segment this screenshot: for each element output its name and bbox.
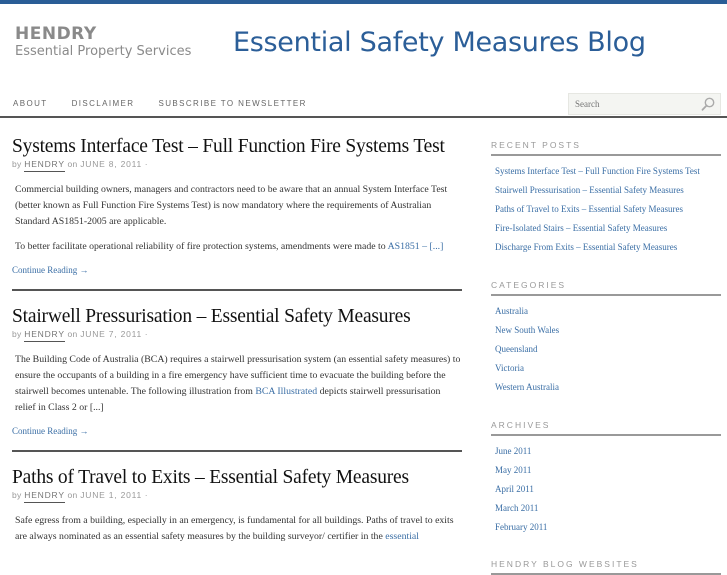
- widget-archives: [491, 420, 721, 537]
- post-excerpt: [12, 352, 462, 416]
- post-paragraph: [15, 352, 462, 416]
- post-paragraph: [15, 513, 462, 545]
- category-link[interactable]: Victoria: [495, 363, 524, 373]
- nav-item-disclaimer[interactable]: DISCLAIMER: [71, 99, 135, 108]
- post-item: [12, 136, 462, 291]
- nav-item-subscribe-newsletter[interactable]: SUBSCRIBE TO NEWSLETTER: [158, 99, 307, 108]
- category-link[interactable]: Australia: [495, 306, 528, 316]
- sidebar: [491, 140, 721, 575]
- top-accent-bar: [0, 0, 727, 4]
- widget-title: ARCHIVES: [491, 420, 721, 436]
- archive-link[interactable]: May 2011: [495, 465, 532, 475]
- logo-brand-name: HENDRY: [15, 24, 97, 44]
- post-date: JUNE 8, 2011: [80, 159, 143, 169]
- post-title[interactable]: [12, 136, 462, 158]
- widget-categories: [491, 280, 721, 397]
- nav-item-about[interactable]: ABOUT: [13, 99, 48, 108]
- meta-on: on: [67, 329, 78, 339]
- meta-separator: ·: [144, 329, 148, 339]
- widget-title: CATEGORIES: [491, 280, 721, 296]
- post-paragraph: Commercial building owners, managers and contractors need to be aware that an annual System Interface Test (better known as Full Function Fire Systems Test) is now mandatory where the requirements of Australian Standard AS1851-2005 are applicable.: [15, 184, 448, 227]
- meta-by: by: [12, 329, 22, 339]
- post-meta: [12, 329, 462, 339]
- continue-reading-link[interactable]: Continue Reading →: [12, 426, 89, 436]
- continue-reading-link[interactable]: Continue Reading →: [12, 265, 89, 275]
- widget-blog-websites: [491, 559, 721, 575]
- post-meta: [12, 490, 462, 500]
- essential-link[interactable]: essential: [385, 531, 419, 542]
- meta-separator: ·: [144, 159, 148, 169]
- paragraph-text: The Building Code of Australia (BCA) requires a stairwell pressurisation system (an essential safety measures) to ensure the occupants of a building in a fire emergency have sufficient time to evacuate the building before the stairwell becomes untenable. The following illustration from: [15, 354, 461, 397]
- recent-post-link[interactable]: Discharge From Exits – Essential Safety Measures: [495, 242, 678, 252]
- site-logo[interactable]: [15, 26, 191, 60]
- post-title-link[interactable]: Stairwell Pressurisation – Essential Safety Measures: [12, 306, 411, 327]
- post-divider: [12, 450, 462, 452]
- nav-divider: [0, 116, 727, 118]
- post-author-link[interactable]: HENDRY: [24, 159, 65, 172]
- search-icon[interactable]: [700, 96, 716, 112]
- paragraph-text: Safe egress from a building, especially in an emergency, is fundamental for all buildings. Paths of travel to exits are always nominated as an essential safety measures by the building surveyor/ certifier in the: [15, 515, 454, 542]
- post-author-link[interactable]: HENDRY: [24, 329, 65, 342]
- category-link[interactable]: Western Australia: [495, 382, 560, 392]
- meta-by: by: [12, 159, 22, 169]
- widget-title: HENDRY BLOG WEBSITES: [491, 559, 721, 575]
- bca-illustrated-link[interactable]: BCA Illustrated: [255, 386, 318, 397]
- post-divider: [12, 289, 462, 291]
- post-item: [12, 306, 462, 452]
- blog-title: Essential Safety Measures Blog: [233, 27, 646, 58]
- recent-post-link[interactable]: Paths of Travel to Exits – Essential Safety Measures: [495, 204, 683, 214]
- recent-post-link[interactable]: Systems Interface Test – Full Function Fire Systems Test: [495, 166, 700, 176]
- widget-recent-posts: [491, 140, 721, 257]
- meta-by: by: [12, 490, 22, 500]
- post-date: JUNE 1, 2011: [80, 490, 143, 500]
- widget-title: RECENT POSTS: [491, 140, 721, 156]
- archive-link[interactable]: April 2011: [495, 484, 534, 494]
- category-link[interactable]: New South Wales: [495, 325, 560, 335]
- archive-link[interactable]: March 2011: [495, 503, 539, 513]
- post-meta: [12, 159, 462, 169]
- recent-post-link[interactable]: Stairwell Pressurisation – Essential Safety Measures: [495, 185, 684, 195]
- as1851-link[interactable]: AS1851 – [...]: [387, 241, 444, 252]
- recent-post-link[interactable]: Fire-Isolated Stairs – Essential Safety Measures: [495, 223, 668, 233]
- paragraph-text: To better facilitate operational reliability of fire protection systems, amendments were made to: [15, 241, 388, 252]
- main-nav: [13, 99, 331, 108]
- meta-on: on: [67, 490, 78, 500]
- post-paragraph: [15, 239, 462, 255]
- category-link[interactable]: Queensland: [495, 344, 538, 354]
- post-title-link[interactable]: Systems Interface Test – Full Function Fire Systems Test: [12, 136, 445, 157]
- meta-separator: ·: [144, 490, 148, 500]
- post-author-link[interactable]: HENDRY: [24, 490, 65, 503]
- post-list: [12, 136, 462, 545]
- meta-on: on: [67, 159, 78, 169]
- post-title[interactable]: [12, 467, 462, 489]
- paragraph-text: depicts stairwell pressurisation relief in Class 2 or [...]: [15, 386, 441, 413]
- search-box: [568, 93, 721, 115]
- post-excerpt: [12, 182, 462, 255]
- post-excerpt: [12, 513, 462, 545]
- logo-tagline: Essential Property Services: [15, 44, 192, 59]
- archive-link[interactable]: February 2011: [495, 522, 548, 532]
- archive-link[interactable]: June 2011: [495, 446, 532, 456]
- post-title-link[interactable]: Paths of Travel to Exits – Essential Safety Measures: [12, 467, 409, 488]
- post-title[interactable]: [12, 306, 462, 328]
- search-input[interactable]: [575, 99, 695, 109]
- post-item: [12, 467, 462, 545]
- post-date: JUNE 7, 2011: [80, 329, 143, 339]
